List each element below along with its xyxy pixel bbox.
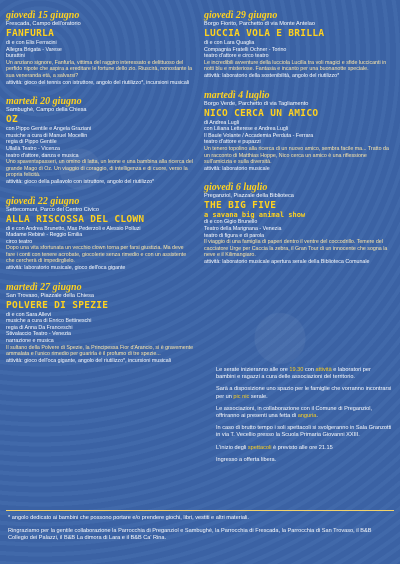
event-description: Il sultano della Polvere di Spezie, la Principessa Fior d'Arancio, si è gravemente ammalata e l'unico rimedio per guarirla è il profumo di tre spezie... bbox=[6, 344, 194, 358]
note-picnic: Sarà a disposizione uno spazio per le famiglie che vorranno incontrarsi per un pic nic serale. bbox=[216, 386, 392, 400]
event-block bbox=[6, 88, 194, 185]
event-description: Uno spaventapasseri, un omino di latta, un leone e una bambina alla ricerca del grande Mago di Oz. Un viaggio di coraggio, di intelligenza e di cuore, verso la propria felicità. bbox=[6, 159, 193, 179]
event-credit: narrazione e musica bbox=[6, 338, 54, 345]
event-credit: teatro d'attore, danza e musica bbox=[6, 152, 79, 159]
event-credit: di e con Gigio Brunello bbox=[204, 219, 258, 226]
event-block bbox=[6, 274, 194, 365]
event-title: THE BIG FIVE bbox=[204, 200, 277, 212]
event-activities: attività: laboratorio musicale bbox=[204, 165, 270, 172]
note-entry: Ingresso a offerta libera. bbox=[216, 456, 277, 463]
event-credit: Allegra Brigata - Varese bbox=[6, 46, 62, 53]
event-title: LUCCIA VOLA E BRILLA bbox=[204, 28, 325, 39]
event-credit: Madame Rebiné - Reggio Emilia bbox=[6, 232, 83, 239]
event-credit: di e con Lara Quaglia bbox=[204, 40, 255, 46]
event-description: Le incredibili avventure della lucciola Lucilla tra voli magici e sfide luccicanti in notti blu e misteriose. Fantasia e incanto per una buonanotte speciale. bbox=[204, 59, 387, 73]
event-block bbox=[204, 174, 392, 265]
event-activities: attività: laboratorio musicale, gioco dell'oca gigante bbox=[6, 265, 126, 272]
event-credit: teatro d'attore e pupazzi bbox=[204, 139, 261, 146]
thanks: Ringraziamo per la gentile collaborazione la Parrocchia di Preganziol e Sambughè, la Parrocchia di Frescada, la Parrocchia di San Trovaso, il B&B Collegio dei Palazzi, il B&B La dimora di Lara e il B&B Ca' Rina. bbox=[8, 528, 372, 542]
event-date: giovedì 15 giugno bbox=[6, 10, 80, 21]
event-place: Frescada, Campo dell'oratorio bbox=[6, 21, 81, 27]
event-description: Un tenero topolino alla ricerca di un nuovo amico, sembra facile ma... Tratto da un racconto di Matthias Hoppe, Nico cerca un amico è una riflessione sull'amicizia e sulla diversità. bbox=[204, 145, 389, 166]
event-credit: regia di Pippo Gentile bbox=[6, 139, 57, 146]
event-date: giovedì 22 giugno bbox=[6, 195, 80, 207]
event-credit: di e con Andrea Brunetto, Max Pederzoli e Alessio Polluzi bbox=[6, 225, 141, 232]
event-title: FANFURLA bbox=[6, 28, 55, 39]
event-activities: attività: laboratorio della sostenibilità, angolo del riutilizzo* bbox=[204, 72, 340, 79]
event-credit: di e con Sara Allevi bbox=[6, 311, 52, 318]
event-place: San Trovaso, Piazzale della Chiesa bbox=[6, 292, 94, 299]
event-credit: teatro di figura e di parola bbox=[204, 232, 265, 239]
event-credit: Il Baule Volante / Accademia Perduta - Ferrara bbox=[204, 132, 314, 139]
right-column bbox=[204, 0, 392, 267]
left-column bbox=[6, 0, 194, 366]
event-date: martedì 20 giugno bbox=[6, 96, 82, 108]
event-place: Sambughè, Campo della Chiesa bbox=[6, 107, 87, 114]
event-activities: attività: gioco dell'oca gigante, angolo del riutilizzo*, incursioni musicali bbox=[6, 357, 172, 364]
event-credit: musiche a cura di Enrico Bettineschi bbox=[6, 318, 92, 325]
note-schedule: Le serate inizieranno alle ore 19.30 con attività e laboratori per bambini e ragazzi a cura delle associazioni del territorio. bbox=[216, 367, 371, 381]
event-activities: attività: laboratorio musicale apertura serale della Biblioteca Comunale bbox=[204, 258, 370, 265]
event-date: martedì 4 luglio bbox=[204, 89, 270, 101]
event-credit: regia di Anna Da Franceschi bbox=[6, 324, 73, 331]
event-credit: burattini bbox=[6, 53, 25, 60]
event-place: Settecomuni, Parco del Centro Civico bbox=[6, 206, 99, 213]
event-credit: con Liliana Letterese e Andrea Lugli bbox=[204, 126, 289, 133]
event-credit: Compagnia Fratelli Ochner - Torino bbox=[204, 46, 287, 53]
event-credit: con Pippo Gentile e Angela Graziani bbox=[6, 126, 92, 133]
event-credit: Ullallà Teatro - Vicenza bbox=[6, 145, 60, 152]
event-date: martedì 27 giugno bbox=[6, 281, 82, 293]
footer bbox=[0, 510, 400, 564]
event-subtitle: a savana big animal show bbox=[204, 211, 306, 220]
footnote: * angolo dedicato ai bambini che possono portare e/o prendere giochi, libri, vestiti e altri materiali. bbox=[8, 515, 249, 521]
event-credit: musiche a cura di Manuel Mocellin bbox=[6, 132, 88, 139]
note-watermelon: Le associazioni, in collaborazione con il Comune di Preganziol, offriranno ai presenti una fetta di anguria. bbox=[216, 405, 373, 420]
event-credit: Stivalaccio Teatro - Venezia bbox=[6, 331, 71, 338]
event-title: NICO CERCA UN AMICO bbox=[204, 107, 319, 119]
event-title: OZ bbox=[6, 114, 19, 126]
event-place: Preganziol, Piazzale della Biblioteca bbox=[204, 193, 294, 200]
info-notes bbox=[216, 367, 392, 469]
event-description: Dopo una vita sfortunata un vecchio clown torna per farsi giustizia. Ma deve fare i conti con tenere acrobate, giocolerie senza rimedio e con un assistente che cercherà di impedirglielo. bbox=[6, 245, 187, 265]
event-block bbox=[6, 0, 194, 86]
event-title: POLVERE DI SPEZIE bbox=[6, 299, 109, 311]
event-credit: teatro d'attore e circo teatro bbox=[204, 53, 269, 60]
note-weather: In caso di brutto tempo i soli spettacoli si svolgeranno in Sala Granzotti in via T. Vecellio presso la Scuola Primaria Giovanni XXIII. bbox=[216, 425, 392, 439]
event-activities: attività: gioco del tennis con istruttore, angolo del riutilizzo*, incursioni musicali bbox=[6, 79, 190, 86]
note-show-time: L'inizio degli spettacoli è previsto alle ore 21.15 bbox=[216, 444, 333, 451]
event-description: Un anziano signore, Fanfurla, vittima del raggiro interessato e delittuoso del perfido nipote che aspira a ereditare le fortune dello zio. Riuscirà, nonostante la sua veneranda età, a salvarsi? bbox=[6, 59, 193, 79]
event-block bbox=[6, 188, 194, 272]
event-title: ALLA RISCOSSA DEL CLOWN bbox=[6, 213, 145, 225]
event-credit: circo teatro bbox=[6, 238, 33, 245]
event-date: giovedì 29 giugno bbox=[204, 10, 278, 21]
event-place: Borgo Fiorito, Parchetto di via Monte Antelao bbox=[204, 21, 316, 27]
footer-divider bbox=[6, 510, 394, 511]
event-place: Borgo Verde, Parchetto di via Tagliamento bbox=[204, 100, 309, 107]
event-credit: Teatro della Marignana - Venezia bbox=[204, 225, 282, 232]
event-block bbox=[204, 0, 392, 80]
event-date: giovedì 6 luglio bbox=[204, 182, 268, 194]
event-description: Il viaggio di una famiglia di paperi dentro il ventre del coccodrillo. Temere del cacciatore Urge per Caccia la zebra, il Gran Tour di un innocente che sogna la neve e il Kilimangiaro. bbox=[204, 239, 388, 259]
event-block bbox=[204, 82, 392, 173]
event-credit: di e con Elis Ferracini bbox=[6, 40, 57, 46]
event-activities: attività: gioco della pallavolo con istruttore, angolo del riutilizzo* bbox=[6, 178, 155, 185]
event-credit: di Andrea Lugli bbox=[204, 119, 240, 126]
